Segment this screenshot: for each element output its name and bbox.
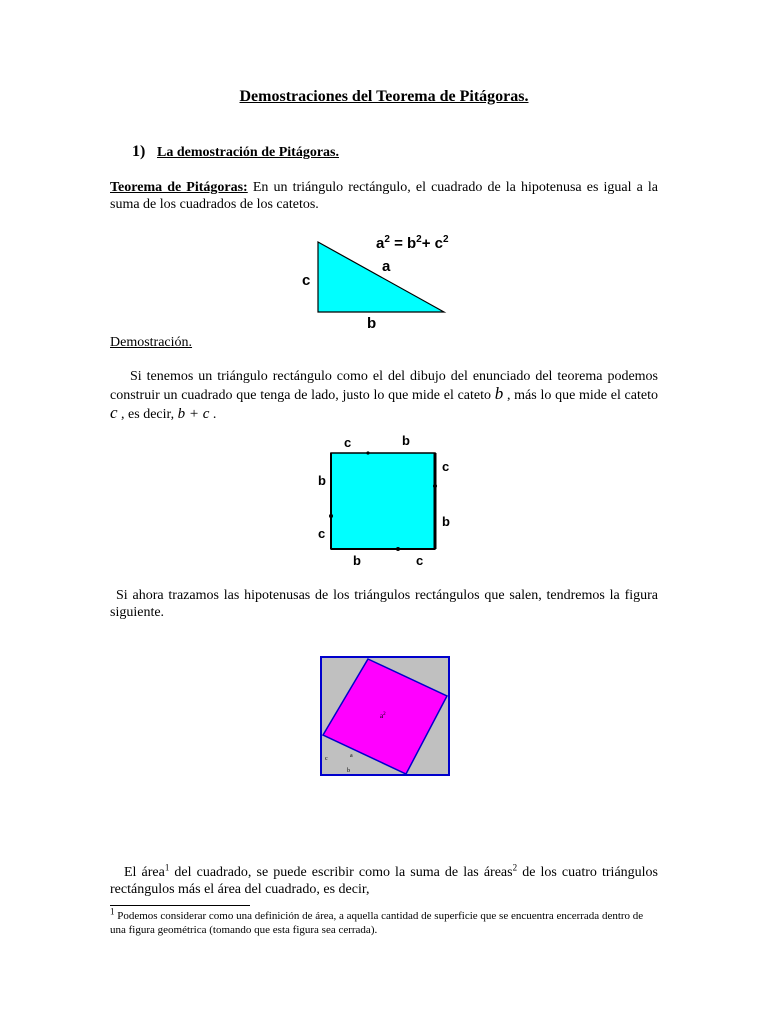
formula-exp2: 2 [416, 234, 422, 245]
page-title: Demostraciones del Teorema de Pitágoras. [239, 88, 529, 105]
area-label: a [380, 712, 384, 720]
area-label-exp: 2 [383, 712, 386, 717]
para1-text-3: , es decir, [117, 407, 178, 422]
section-number: 1) [132, 143, 146, 160]
var-b: b [494, 384, 504, 403]
small-b-label: b [347, 768, 350, 774]
top-c-label: c [344, 435, 352, 450]
footnote-marker: 1 [110, 906, 115, 917]
formula-eq: = b [389, 235, 417, 252]
left-c-label: c [318, 526, 326, 541]
rotated-square-figure [320, 656, 452, 778]
formula-plus: + c [421, 235, 444, 252]
left-b-label: b [318, 473, 326, 488]
square-figure [305, 430, 465, 575]
para3-text-1: El área [124, 865, 165, 880]
paragraph-1 [110, 368, 658, 423]
paragraph-2: Si ahora trazamos las hipotenusas de los triángulos rectángulos que salen, tendremos la figura siguiente. [110, 588, 658, 620]
bottom-c-label: c [416, 553, 424, 568]
footnote-ref-1: 1 [164, 862, 170, 873]
para3-text-2: del cuadrado, se puede escribir como la suma de las áreas [169, 865, 513, 880]
cateto-b-label: b [367, 315, 377, 332]
demostracion-heading: Demostración. [110, 335, 193, 350]
cateto-c-label: c [302, 272, 311, 289]
right-b-label: b [442, 514, 450, 529]
footnote-ref-2: 2 [512, 862, 518, 873]
small-c-label: c [325, 756, 328, 762]
footnote-divider [110, 905, 250, 906]
footnote-text: Podemos considerar como una definición de área, a aquella cantidad de superficie que se encuentra encerrada dentro de una figura geométrica (tomando que esta figura sea cerrada). [110, 910, 644, 936]
formula-a: a [376, 235, 385, 252]
expr-b-plus-c: b + c [177, 406, 210, 422]
formula-exp: 2 [384, 234, 390, 245]
right-triangle-figure [290, 228, 480, 338]
theorem-paragraph [110, 179, 658, 213]
hypotenuse-label: a [382, 258, 391, 275]
top-b-label: b [402, 433, 410, 448]
right-triangle [318, 242, 444, 312]
section-title: La demostración de Pitágoras. [157, 145, 339, 160]
formula-exp3: 2 [443, 234, 449, 245]
para3-text-3: de los cuatro triángulos rectángulos más el área del cuadrado, es decir, [110, 865, 658, 897]
footnote [110, 906, 650, 937]
para1-text-1: Si tenemos un triángulo rectángulo como el del dibujo del enunciado del teorema podemos construir un cuadrado que tenga de lado, justo lo que mide el cateto [110, 369, 658, 403]
cyan-square [331, 453, 435, 549]
para1-text-2: , más lo que mide el cateto [503, 388, 658, 403]
right-c-label: c [442, 459, 450, 474]
svg-text:a2 = b2+ c2 [376, 234, 449, 252]
theorem-label: Teorema de Pitágoras: [110, 180, 248, 195]
para1-text-4: . [209, 407, 217, 422]
theorem-text: En un triángulo rectángulo, el cuadrado de la hipotenusa es igual a la suma de los cuadrados de los catetos. [110, 180, 658, 212]
var-c: c [110, 403, 118, 422]
paragraph-3 [110, 864, 658, 898]
small-a-label: a [350, 753, 353, 759]
bottom-b-label: b [353, 553, 361, 568]
